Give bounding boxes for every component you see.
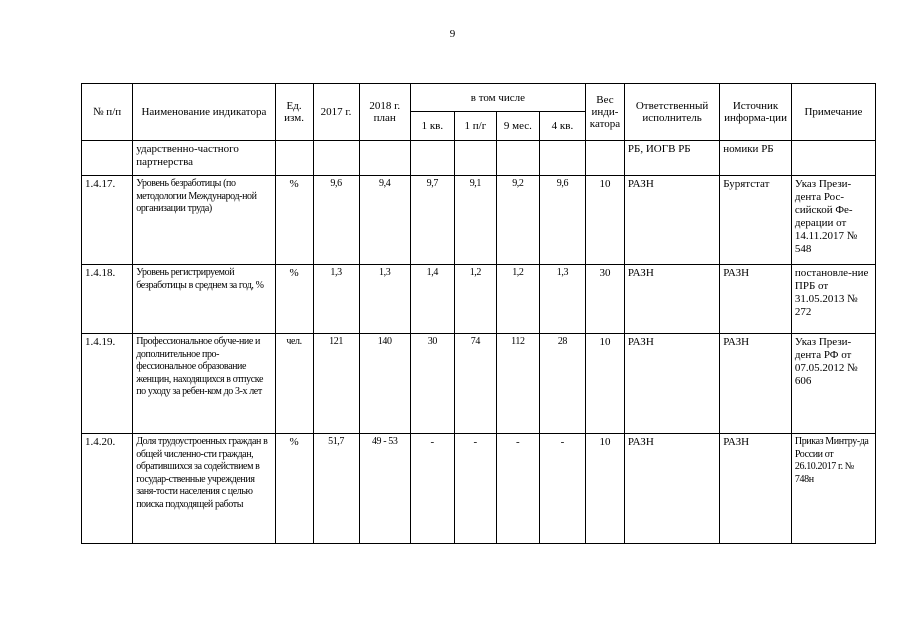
cell-q4: 1,3 [539, 265, 585, 334]
cell-9m: 1,2 [496, 265, 539, 334]
header-num: № п/п [82, 84, 133, 141]
cell-note [791, 141, 875, 176]
cell-num: 1.4.20. [82, 434, 133, 544]
header-source: Источник информа-ции [720, 84, 792, 141]
cell-name: Уровень безработицы (по методологии Международ-ной организации труда) [133, 176, 275, 265]
cell-source: номики РБ [720, 141, 792, 176]
cell-9m [496, 141, 539, 176]
cell-9m: 9,2 [496, 176, 539, 265]
cell-q1: 30 [410, 334, 454, 434]
cell-unit: чел. [275, 334, 313, 434]
cell-q4 [539, 141, 585, 176]
table-row [82, 334, 876, 434]
cell-weight: 30 [586, 265, 625, 334]
cell-responsible: РАЗН [624, 434, 719, 544]
cell-source: РАЗН [720, 334, 792, 434]
header-including: в том числе [410, 84, 585, 112]
header-weight: Вес инди-катора [586, 84, 625, 141]
page-number: 9 [449, 28, 456, 40]
cell-q1 [410, 141, 454, 176]
cell-h1 [454, 141, 496, 176]
cell-h1: 1,2 [454, 265, 496, 334]
header-q1: 1 кв. [410, 112, 454, 141]
cell-name: ударственно-частного партнерства [133, 141, 275, 176]
cell-2018: 1,3 [359, 265, 410, 334]
cell-h1: - [454, 434, 496, 544]
cell-note: Указ Прези-дента Рос-сийской Фе-дерации от 14.11.2017 № 548 [791, 176, 875, 265]
cell-2017: 1,3 [313, 265, 359, 334]
cell-note: постановле-ние ПРБ от 31.05.2013 № 272 [791, 265, 875, 334]
indicators-table [81, 83, 876, 544]
header-2018-plan: 2018 г. план [359, 84, 410, 141]
cell-2017 [313, 141, 359, 176]
header-q4: 4 кв. [539, 112, 585, 141]
cell-note: Указ Прези-дента РФ от 07.05.2012 № 606 [791, 334, 875, 434]
cell-num: 1.4.17. [82, 176, 133, 265]
cell-q1: 9,7 [410, 176, 454, 265]
cell-unit: % [275, 265, 313, 334]
cell-responsible: РБ, ИОГВ РБ [624, 141, 719, 176]
cell-unit: % [275, 176, 313, 265]
cell-source: РАЗН [720, 434, 792, 544]
header-h1: 1 п/г [454, 112, 496, 141]
cell-q4: - [539, 434, 585, 544]
table-row [82, 141, 876, 176]
table-row [82, 176, 876, 265]
cell-source: Бурятстат [720, 176, 792, 265]
cell-weight: 10 [586, 334, 625, 434]
cell-name: Профессиональное обуче-ние и дополнительное про-фессиональное образование женщин, находящихся в отпуске по уходу за ребен-ком до 3-х лет [133, 334, 275, 434]
header-unit: Ед. изм. [275, 84, 313, 141]
table-header [82, 84, 876, 141]
cell-num: 1.4.19. [82, 334, 133, 434]
cell-2018 [359, 141, 410, 176]
cell-h1: 74 [454, 334, 496, 434]
cell-responsible: РАЗН [624, 334, 719, 434]
header-note: Примечание [791, 84, 875, 141]
cell-source: РАЗН [720, 265, 792, 334]
header-2017: 2017 г. [313, 84, 359, 141]
cell-2018: 9,4 [359, 176, 410, 265]
header-9m: 9 мес. [496, 112, 539, 141]
cell-2018: 140 [359, 334, 410, 434]
cell-q1: 1,4 [410, 265, 454, 334]
cell-num: 1.4.18. [82, 265, 133, 334]
cell-2018: 49 - 53 [359, 434, 410, 544]
cell-name: Уровень регистрируемой безработицы в среднем за год, % [133, 265, 275, 334]
cell-unit: % [275, 434, 313, 544]
cell-2017: 9,6 [313, 176, 359, 265]
cell-responsible: РАЗН [624, 265, 719, 334]
cell-unit [275, 141, 313, 176]
header-responsible: Ответственный исполнитель [624, 84, 719, 141]
cell-2017: 121 [313, 334, 359, 434]
table-row [82, 265, 876, 334]
cell-name: Доля трудоустроенных граждан в общей численно-сти граждан, обратившихся за содействием в государ-ственные учреждения заня-тости населения с целью поиска подходящей работы [133, 434, 275, 544]
cell-weight [586, 141, 625, 176]
cell-responsible: РАЗН [624, 176, 719, 265]
cell-note: Приказ Минтру-да России от 26.10.2017 г. № 748н [791, 434, 875, 544]
header-name: Наименование индикатора [133, 84, 275, 141]
table-row [82, 434, 876, 544]
cell-weight: 10 [586, 434, 625, 544]
cell-9m: 112 [496, 334, 539, 434]
cell-q1: - [410, 434, 454, 544]
cell-q4: 28 [539, 334, 585, 434]
cell-h1: 9,1 [454, 176, 496, 265]
cell-weight: 10 [586, 176, 625, 265]
cell-num [82, 141, 133, 176]
cell-2017: 51,7 [313, 434, 359, 544]
cell-9m: - [496, 434, 539, 544]
cell-q4: 9,6 [539, 176, 585, 265]
